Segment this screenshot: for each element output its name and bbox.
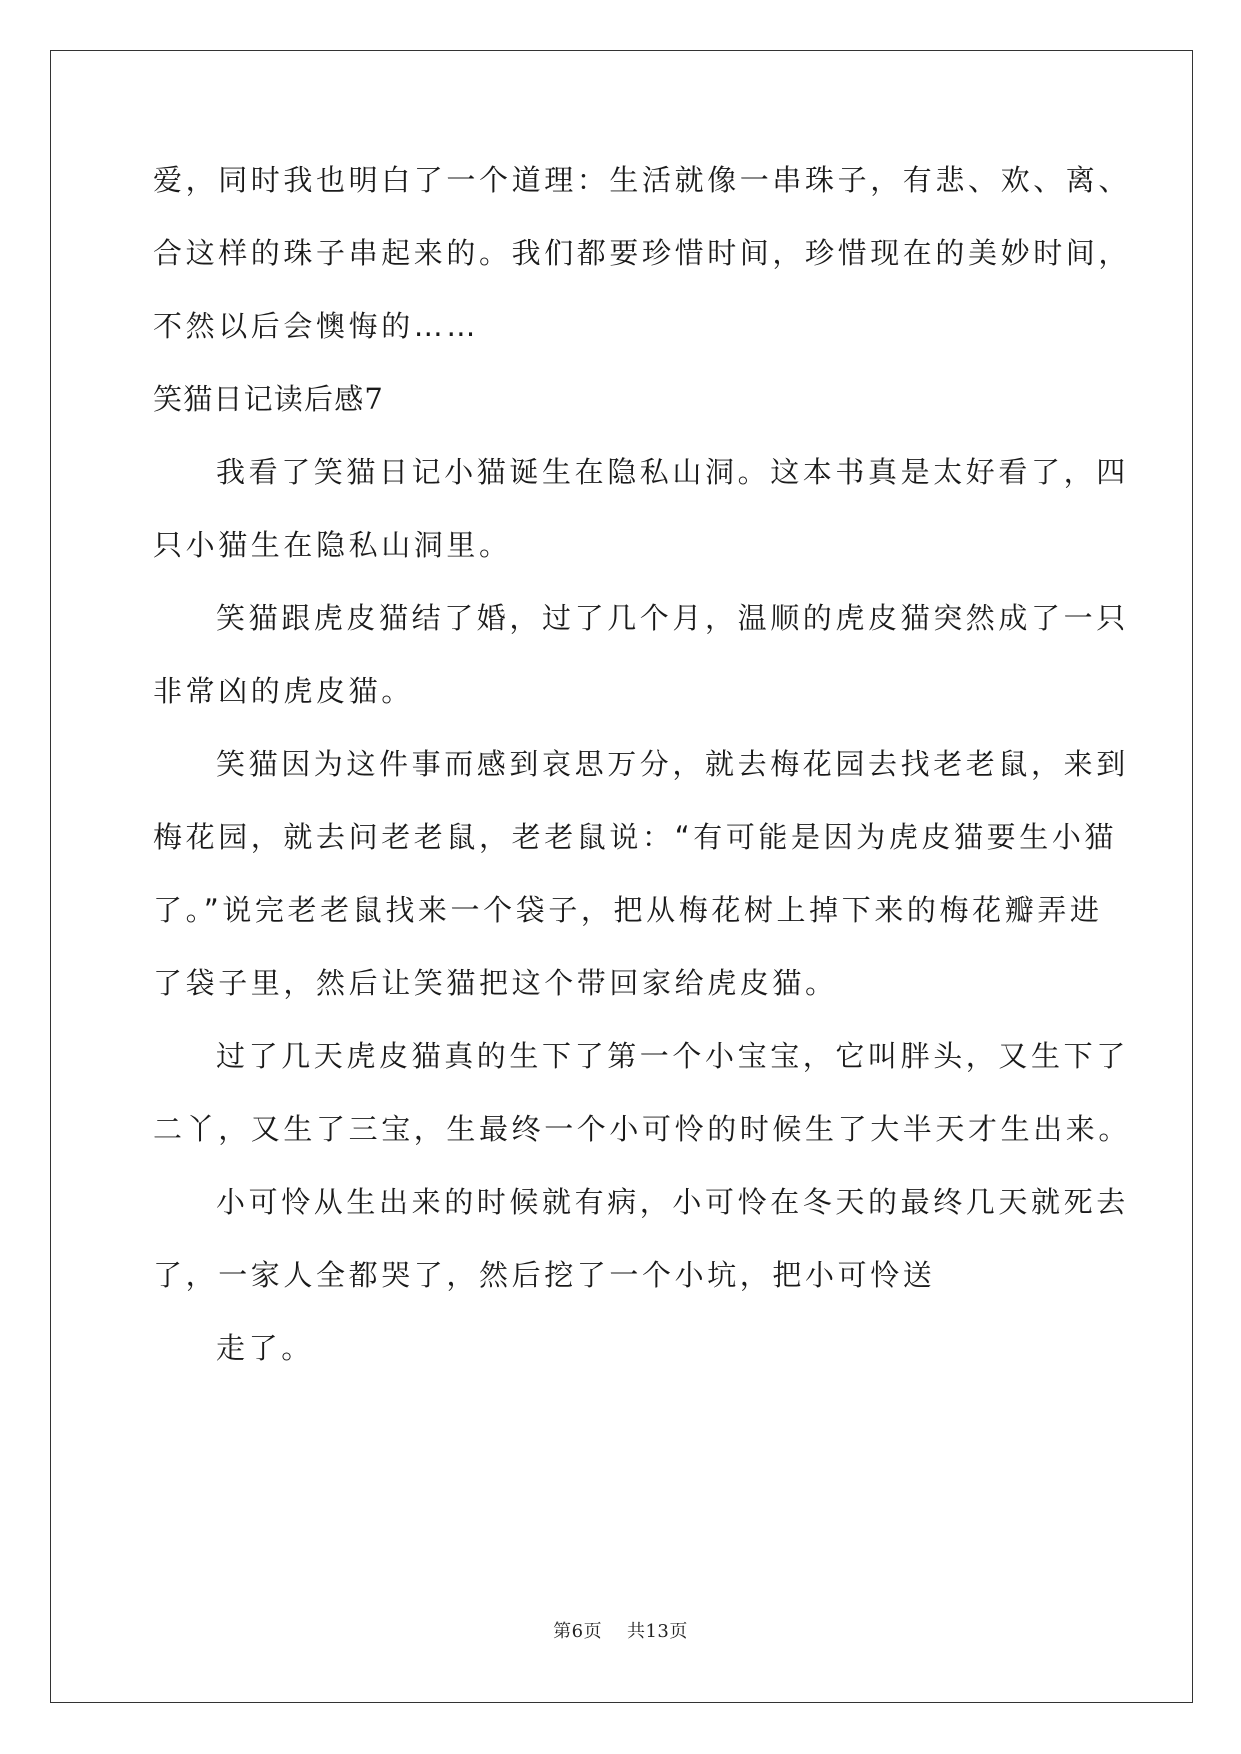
- text-line: 只小猫生在隐私山洞里。: [153, 528, 512, 562]
- text-line: 了袋子里，然后让笑猫把这个带回家给虎皮猫。: [153, 966, 838, 1000]
- text-line: 笑猫跟虎皮猫结了婚，过了几个月，温顺的虎皮猫突然成了一只: [216, 601, 1129, 635]
- text-line: 了，一家人全都哭了，然后挖了一个小坑，把小可怜送: [153, 1258, 936, 1292]
- text-line: 二丫，又生了三宝，生最终一个小可怜的时候生了大半天才生出来。: [153, 1112, 1132, 1146]
- total-pages: 共13页: [626, 1621, 688, 1642]
- text-line: 了。”说完老老鼠找来一个袋子，把从梅花树上掉下来的梅花瓣弄进: [153, 893, 1103, 927]
- page-border: [50, 50, 1193, 1703]
- page-number: 第6页: [553, 1621, 603, 1642]
- page-footer: [0, 1617, 1241, 1643]
- text-line: 合这样的珠子串起来的。我们都要珍惜时间，珍惜现在的美妙时间，: [153, 236, 1132, 270]
- text-line: 非常凶的虎皮猫。: [153, 674, 414, 708]
- text-line: 笑猫因为这件事而感到哀思万分，就去梅花园去找老老鼠，来到: [216, 747, 1129, 781]
- text-line: 爱，同时我也明白了一个道理：生活就像一串珠子，有悲、欢、离、: [153, 163, 1132, 197]
- text-line: 过了几天虎皮猫真的生下了第一个小宝宝，它叫胖头，又生下了: [216, 1039, 1129, 1073]
- text-line: 梅花园，就去问老老鼠，老老鼠说：“有可能是因为虎皮猫要生小猫: [153, 820, 1118, 854]
- text-line: 不然以后会懊悔的……: [153, 309, 480, 343]
- text-line: 走了。: [216, 1331, 314, 1365]
- text-line: 小可怜从生出来的时候就有病，小可怜在冬天的最终几天就死去: [216, 1185, 1129, 1219]
- text-line: 我看了笑猫日记小猫诞生在隐私山洞。这本书真是太好看了，四: [216, 455, 1129, 489]
- section-heading: 笑猫日记读后感7: [153, 382, 385, 416]
